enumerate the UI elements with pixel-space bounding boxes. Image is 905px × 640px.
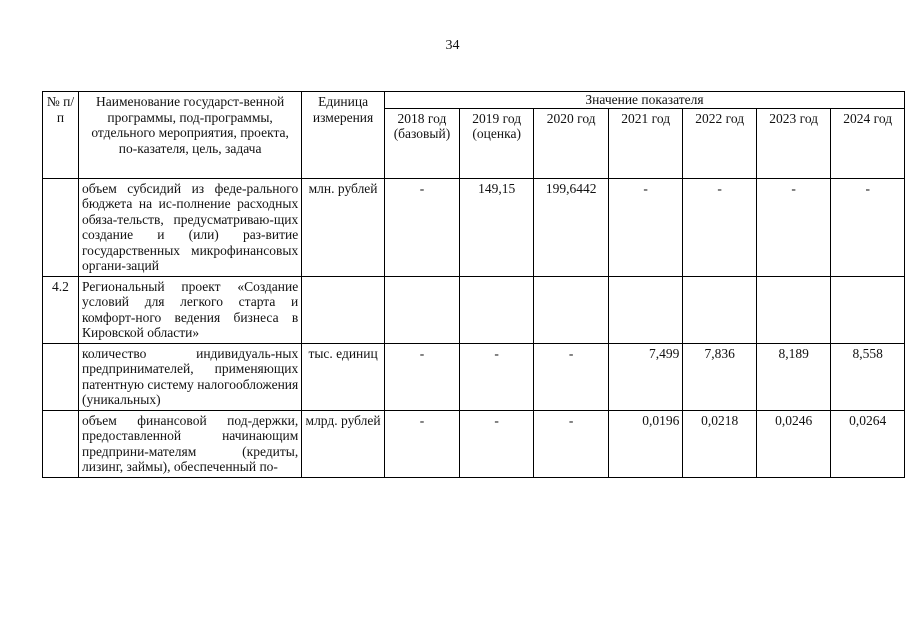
row-value: 149,15 (459, 178, 533, 276)
table-row (43, 178, 905, 276)
row-value: 199,6442 (534, 178, 609, 276)
row-value: - (534, 343, 609, 410)
header-name: Наименование государст-венной программы, под-программы, отдельного мероприятия, проекта, по-казателя, цель, задача (78, 92, 301, 179)
row-value (831, 276, 905, 343)
row-unit (302, 276, 385, 343)
row-value: - (608, 178, 682, 276)
table-row (43, 343, 905, 410)
header-value-group: Значение показателя (384, 92, 904, 109)
page-number: 34 (445, 38, 460, 53)
row-value (384, 276, 459, 343)
row-value: - (831, 178, 905, 276)
header-num: № п/п (43, 92, 79, 179)
row-number (43, 343, 79, 410)
indicator-table (42, 91, 905, 478)
header-unit: Единица измерения (302, 92, 385, 179)
row-unit: млрд. рублей (302, 410, 385, 477)
row-value: 0,0218 (683, 410, 757, 477)
row-value: 0,0246 (756, 410, 830, 477)
row-value: - (534, 410, 609, 477)
header-row-1 (43, 92, 905, 109)
table-row (43, 276, 905, 343)
row-number (43, 410, 79, 477)
row-value: - (384, 178, 459, 276)
header-year: 2019 год (оценка) (459, 108, 533, 178)
row-value: 0,0264 (831, 410, 905, 477)
row-value: 7,499 (608, 343, 682, 410)
row-value: - (756, 178, 830, 276)
row-value: 8,189 (756, 343, 830, 410)
header-year: 2024 год (831, 108, 905, 178)
row-value: - (384, 343, 459, 410)
row-value: 7,836 (683, 343, 757, 410)
table-row (43, 410, 905, 477)
row-value (534, 276, 609, 343)
header-year: 2023 год (756, 108, 830, 178)
header-year: 2018 год (базовый) (384, 108, 459, 178)
row-name: объем субсидий из феде-рального бюджета на ис-полнение расходных обяза-тельств, предусматриваю-щих создание и (или) раз-витие государственных микрофинансовых органи-заций (78, 178, 301, 276)
row-name: объем финансовой под-держки, предоставленной начинающим предприни-мателям (кредиты, лизинг, займы), обеспеченный по- (78, 410, 301, 477)
row-unit: тыс. единиц (302, 343, 385, 410)
row-value (608, 276, 682, 343)
row-unit: млн. рублей (302, 178, 385, 276)
header-year: 2020 год (534, 108, 609, 178)
row-value: - (459, 343, 533, 410)
row-value: - (384, 410, 459, 477)
row-number: 4.2 (43, 276, 79, 343)
row-value: 8,558 (831, 343, 905, 410)
row-value (756, 276, 830, 343)
row-value: 0,0196 (608, 410, 682, 477)
row-value (683, 276, 757, 343)
row-value: - (459, 410, 533, 477)
row-number (43, 178, 79, 276)
header-year: 2022 год (683, 108, 757, 178)
row-name: количество индивидуаль-ных предпринимателей, применяющих патентную систему налогообложения (уникальных) (78, 343, 301, 410)
row-value: - (683, 178, 757, 276)
row-name: Региональный проект «Создание условий для легкого старта и комфорт-ного ведения бизнеса в Кировской области» (78, 276, 301, 343)
header-year: 2021 год (608, 108, 682, 178)
row-value (459, 276, 533, 343)
